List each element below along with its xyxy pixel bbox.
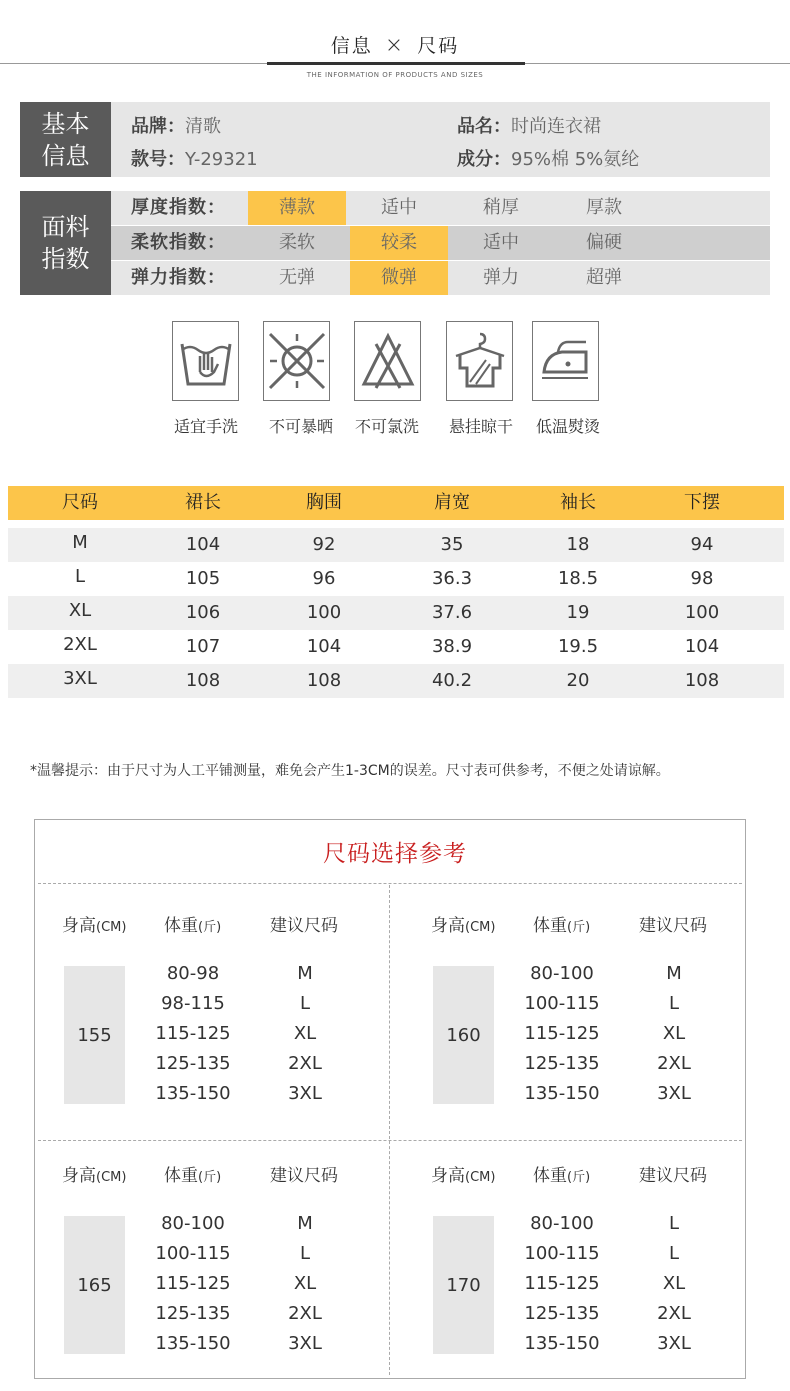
- weight-range: 135-150: [524, 1333, 600, 1354]
- size-table-header-cell: 裙长: [185, 492, 221, 513]
- basic-info-label: 基本 信息: [20, 102, 111, 177]
- style-no-field: [131, 145, 258, 171]
- recommended-size: L: [668, 1213, 680, 1234]
- weight-label: 体重: [533, 916, 567, 936]
- table-cell: 104: [684, 636, 720, 657]
- fabric-option: 稍厚: [483, 197, 519, 218]
- recommended-size: XL: [293, 1023, 317, 1044]
- section-subtitle: THE INFORMATION OF PRODUCTS AND SIZES: [306, 71, 484, 79]
- brand-field: [131, 112, 221, 138]
- table-cell: XL: [68, 600, 92, 621]
- style-no-label: 款号：: [131, 149, 185, 170]
- weight-label: 体重: [533, 1166, 567, 1186]
- composition-label: 成分：: [457, 149, 511, 170]
- recommended-size: 3XL: [288, 1083, 322, 1104]
- divider: [38, 883, 742, 884]
- weight-label: 体重: [164, 916, 198, 936]
- low-iron-icon: [532, 321, 599, 401]
- table-cell: 104: [185, 534, 221, 555]
- weight-range: 100-115: [524, 993, 600, 1014]
- table-cell: 94: [690, 534, 714, 555]
- height-label: 身高: [62, 916, 96, 936]
- height-value: 160: [433, 966, 494, 1104]
- no-bleach-icon: [354, 321, 421, 401]
- table-cell: 108: [306, 670, 342, 691]
- recommended-size: M: [297, 963, 313, 984]
- fabric-row: [111, 226, 770, 260]
- fabric-index-label: 面料 指数: [20, 191, 111, 295]
- recommended-size: 3XL: [657, 1083, 691, 1104]
- fabric-option: 适中: [483, 232, 519, 253]
- product-name-field: [457, 112, 601, 138]
- weight-column-header: [533, 1161, 590, 1186]
- hand-wash-icon: [172, 321, 239, 401]
- composition-value: 95%棉 5%氨纶: [511, 149, 640, 170]
- header-underline: [267, 62, 525, 65]
- weight-range: 98-115: [161, 993, 225, 1014]
- weight-range: 80-100: [530, 1213, 594, 1234]
- height-column-header: [431, 1161, 495, 1186]
- size-table-header-cell: 尺码: [62, 492, 98, 513]
- height-label: 身高: [431, 916, 465, 936]
- table-row: [8, 528, 784, 562]
- fabric-option-selected: 薄款: [248, 191, 346, 225]
- fabric-option: 柔软: [279, 232, 315, 253]
- care-label: 悬挂晾干: [448, 417, 513, 436]
- weight-range: 135-150: [524, 1083, 600, 1104]
- weight-range: 80-100: [530, 963, 594, 984]
- style-no-value: Y-29321: [185, 149, 258, 170]
- weight-column-header: [164, 911, 221, 936]
- recommended-size: M: [666, 963, 682, 984]
- divider: [38, 1140, 742, 1141]
- section-title: [0, 31, 790, 58]
- table-cell: 36.3: [431, 568, 473, 589]
- weight-range: 80-98: [166, 963, 220, 984]
- table-row: [8, 562, 784, 596]
- height-label: 身高: [431, 1166, 465, 1186]
- fabric-option: 厚款: [586, 197, 622, 218]
- height-value: 170: [433, 1216, 494, 1354]
- table-cell: 20: [566, 670, 590, 691]
- recommended-size: 2XL: [288, 1053, 322, 1074]
- weight-range: 125-135: [155, 1303, 231, 1324]
- fabric-row-name: 弹力指数：: [131, 267, 226, 288]
- recommended-size: 2XL: [657, 1303, 691, 1324]
- cross-icon: ×: [384, 33, 406, 58]
- height-column-header: [62, 911, 126, 936]
- recommended-size: 3XL: [657, 1333, 691, 1354]
- height-value: 155: [64, 966, 125, 1104]
- composition-field: [457, 145, 639, 171]
- size-column-header: 建议尺码: [270, 916, 338, 936]
- table-row: [8, 596, 784, 630]
- table-cell: 108: [684, 670, 720, 691]
- table-cell: 98: [690, 568, 714, 589]
- recommended-size: M: [297, 1213, 313, 1234]
- recommended-size: 3XL: [288, 1333, 322, 1354]
- care-label: 不可氯洗: [354, 417, 419, 436]
- size-table-header: [8, 486, 784, 520]
- weight-column-header: [533, 911, 590, 936]
- table-cell: 100: [306, 602, 342, 623]
- table-cell: 96: [312, 568, 336, 589]
- recommended-size: 2XL: [288, 1303, 322, 1324]
- fabric-row: [111, 261, 770, 295]
- fabric-row: [111, 191, 770, 225]
- weight-range: 115-125: [524, 1023, 600, 1044]
- table-cell: 106: [185, 602, 221, 623]
- weight-range: 125-135: [155, 1053, 231, 1074]
- size-table-header-cell: 袖长: [560, 492, 596, 513]
- weight-unit: (斤): [198, 920, 222, 935]
- table-cell: 3XL: [63, 668, 97, 689]
- size-table-header-cell: 肩宽: [434, 492, 470, 513]
- fabric-option-selected: 微弹: [350, 261, 448, 295]
- fabric-option: 偏硬: [586, 232, 622, 253]
- recommended-size: L: [299, 1243, 311, 1264]
- weight-unit: (斤): [567, 920, 591, 935]
- height-column-header: [431, 911, 495, 936]
- table-cell: 92: [312, 534, 336, 555]
- table-row: [8, 664, 784, 698]
- table-row: [8, 630, 784, 664]
- recommended-size: XL: [662, 1273, 686, 1294]
- table-cell: 19: [566, 602, 590, 623]
- height-column-header: [62, 1161, 126, 1186]
- recommended-size: 2XL: [657, 1053, 691, 1074]
- size-column-header: 建议尺码: [639, 1166, 707, 1186]
- size-column-header: 建议尺码: [639, 916, 707, 936]
- weight-unit: (斤): [567, 1170, 591, 1185]
- table-cell: 18.5: [557, 568, 599, 589]
- hang-dry-icon: [446, 321, 513, 401]
- title-size: 尺码: [417, 35, 460, 57]
- no-sun-dry-icon: [263, 321, 330, 401]
- size-table-header-cell: 下摆: [684, 492, 720, 513]
- table-cell: 105: [185, 568, 221, 589]
- table-cell: 104: [306, 636, 342, 657]
- recommended-size: XL: [662, 1023, 686, 1044]
- weight-range: 100-115: [155, 1243, 231, 1264]
- size-table-header-cell: 胸围: [306, 492, 342, 513]
- weight-range: 115-125: [155, 1023, 231, 1044]
- weight-column-header: [164, 1161, 221, 1186]
- weight-range: 80-100: [161, 1213, 225, 1234]
- size-column-header: 建议尺码: [270, 1166, 338, 1186]
- title-info: 信息: [330, 35, 373, 57]
- divider: [389, 885, 390, 1375]
- care-label: 适宜手洗: [173, 417, 238, 436]
- table-cell: 100: [684, 602, 720, 623]
- table-cell: M: [72, 532, 88, 553]
- weight-range: 135-150: [155, 1083, 231, 1104]
- fabric-option-selected: 较柔: [350, 226, 448, 260]
- fabric-option: 超弹: [586, 267, 622, 288]
- recommended-size: L: [668, 1243, 680, 1264]
- table-cell: 2XL: [63, 634, 97, 655]
- table-cell: 38.9: [431, 636, 473, 657]
- weight-range: 115-125: [155, 1273, 231, 1294]
- table-cell: 40.2: [431, 670, 473, 691]
- fabric-option: 无弹: [279, 267, 315, 288]
- fabric-option: 弹力: [483, 267, 519, 288]
- table-cell: 37.6: [431, 602, 473, 623]
- weight-label: 体重: [164, 1166, 198, 1186]
- weight-range: 115-125: [524, 1273, 600, 1294]
- height-label: 身高: [62, 1166, 96, 1186]
- table-cell: 19.5: [557, 636, 599, 657]
- height-value: 165: [64, 1216, 125, 1354]
- measurement-note: *温馨提示：由于尺寸为人工平铺测量，难免会产生1-3CM的误差。尺寸表可供参考，不便之处请谅解。: [30, 763, 670, 779]
- size-reference-title: 尺码选择参考: [323, 841, 467, 867]
- product-name-value: 时尚连衣裙: [511, 116, 601, 137]
- weight-range: 125-135: [524, 1053, 600, 1074]
- care-label: 低温熨烫: [535, 417, 600, 436]
- weight-range: 135-150: [155, 1333, 231, 1354]
- product-name-label: 品名：: [457, 116, 511, 137]
- table-cell: 107: [185, 636, 221, 657]
- weight-range: 125-135: [524, 1303, 600, 1324]
- recommended-size: L: [668, 993, 680, 1014]
- height-unit: (CM): [96, 920, 127, 935]
- recommended-size: XL: [293, 1273, 317, 1294]
- recommended-size: L: [299, 993, 311, 1014]
- height-unit: (CM): [465, 1170, 496, 1185]
- fabric-row-name: 厚度指数：: [131, 197, 226, 218]
- table-cell: 108: [185, 670, 221, 691]
- height-unit: (CM): [465, 920, 496, 935]
- fabric-row-name: 柔软指数：: [131, 232, 226, 253]
- care-label: 不可暴晒: [268, 417, 333, 436]
- brand-value: 清歌: [185, 116, 221, 137]
- height-unit: (CM): [96, 1170, 127, 1185]
- fabric-option: 适中: [381, 197, 417, 218]
- weight-unit: (斤): [198, 1170, 222, 1185]
- table-cell: 18: [566, 534, 590, 555]
- table-cell: L: [74, 566, 86, 587]
- table-cell: 35: [440, 534, 464, 555]
- weight-range: 100-115: [524, 1243, 600, 1264]
- brand-label: 品牌：: [131, 116, 185, 137]
